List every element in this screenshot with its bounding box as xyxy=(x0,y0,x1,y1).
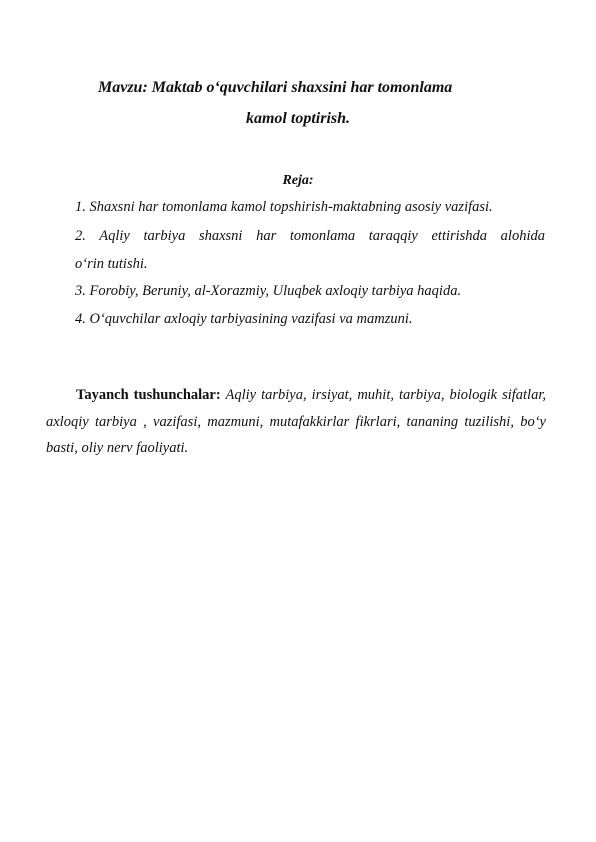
plan-item-3: 3. Forobiy, Beruniy, al-Xorazmiy, Uluqbek axloqiy tarbiya haqida. xyxy=(75,283,462,299)
key-concepts-text: Aqliy tarbiya, irsiyat, muhit, tarbiya, biologik sifatlar, axloqiy tarbiya , vazifasi, mazmuni, mutafakkirlar fikrlari, tananing tuzilishi, bo‘y basti, oliy nerv faoliyati. xyxy=(46,387,546,456)
plan-item-2-line-1: 2. Aqliy tarbiya shaxsni har tomonlama taraqqiy ettirishda alohida xyxy=(75,228,545,244)
title-line-2: kamol toptirish. xyxy=(245,110,351,127)
plan-item-1: 1. Shaxsni har tomonlama kamol topshirish-maktabning asosiy vazifasi. xyxy=(75,199,493,215)
key-concepts-paragraph xyxy=(46,382,546,462)
title-line-1: Mavzu: Maktab o‘quvchilari shaxsini har tomonlama xyxy=(98,79,453,96)
key-concepts-label: Tayanch tushunchalar: xyxy=(76,387,221,403)
plan-item-2-line-2: o‘rin tutishi. xyxy=(75,256,148,272)
plan-item-4: 4. O‘quvchilar axloqiy tarbiyasining vazifasi va mamzuni. xyxy=(75,311,413,327)
plan-heading: Reja: xyxy=(282,173,314,188)
